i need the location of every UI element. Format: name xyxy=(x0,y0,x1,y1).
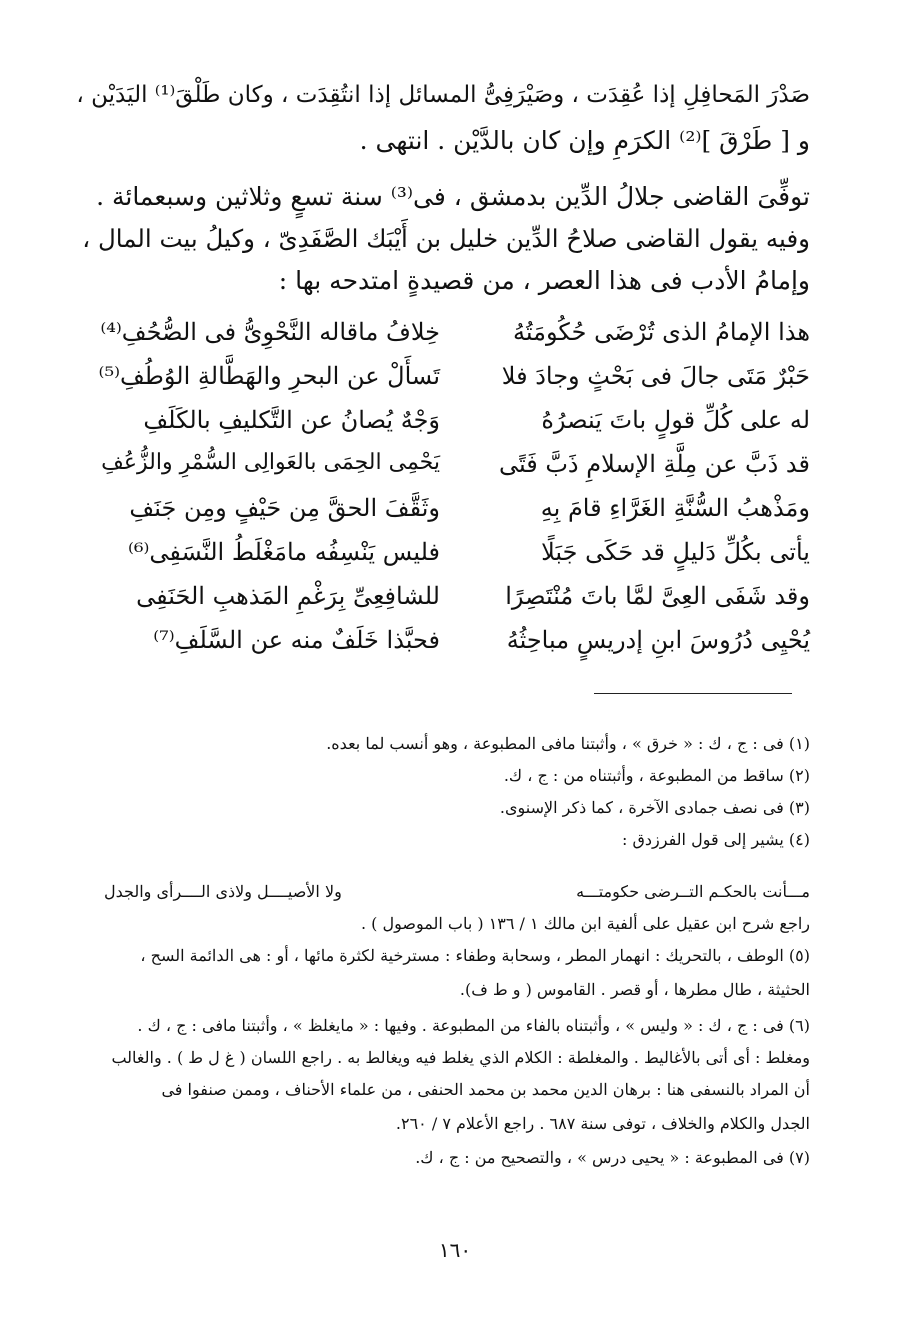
prose-line: صَدْرَ المَحافِلِ إذا عُقِدَت ، وصَيْرَفِىُّ المسائل إذا انتُقِدَت ، وكان طَلْقَ⁽¹⁾ اليَدَيْن ، xyxy=(76,82,810,108)
verse-second-hemistich: وَجْهٌ يُصانُ عن التَّكليفِ بالكَلَفِ xyxy=(143,406,440,434)
verse-second-hemistich: للشافِعِىِّ بِرَغْمِ المَذهبِ الحَنَفِى xyxy=(136,582,440,610)
footnote: الجدل والكلام والخلاف ، توفى سنة ٦٨٧ . راجع الأعلام ٧ / ٢٦٠. xyxy=(395,1114,810,1133)
verse-second-hemistich: فليس يَنْسِفُه مامَغْلَطُ النَّسَفِى⁽⁶⁾ xyxy=(127,538,440,566)
verse-second-hemistich: فحبَّذا خَلَفٌ منه عن السَّلَفِ⁽⁷⁾ xyxy=(153,626,440,654)
intro-paragraph xyxy=(70,72,810,164)
verse-first-hemistich: يأتى بكُلِّ دَليلٍ قد حَكَى جَبَلًا xyxy=(541,538,810,566)
verse-first-hemistich: يُحْيِى دُرُوسَ ابنِ إدريسٍ مباحِثُهُ xyxy=(506,626,810,654)
footnote: (٣) فى نصف جمادى الآخرة ، كما ذكر الإسنوى. xyxy=(499,798,810,817)
verse-first-hemistich: حَبْرٌ مَتَى جالَ فى بَحْثٍ وجادَ فلا xyxy=(501,362,810,390)
verse-second-hemistich: يَحْمِى الحِمَى بالعَوالِى السُّمْرِ والزُّعُفِ xyxy=(101,450,440,475)
prose-line: و [ طَرْقَ ]⁽²⁾ الكرَمِ وإن كان بالدَّيْن . انتهى . xyxy=(359,126,810,155)
verse-first-hemistich: له على كُلِّ قولٍ باتَ يَنصرُهُ xyxy=(541,406,810,434)
verse-first-hemistich: هذا الإمامُ الذى تُرْضَى حُكُومَتُهُ xyxy=(513,318,810,346)
poem-verse xyxy=(96,362,810,406)
poem-verse xyxy=(96,318,810,362)
quoted-verse xyxy=(104,882,810,908)
poem-verse xyxy=(96,406,810,450)
poem-verse xyxy=(96,582,810,626)
prose-line: وفيه يقول القاضى صلاحُ الدِّين خليل بن أَيْبَك الصَّفَدِىّ ، وكيلُ بيت المال ، xyxy=(82,224,810,253)
poem-verse xyxy=(96,626,810,670)
quoted-verse-second-hemistich: ولا الأصيــــل ولاذى الــــرأى والجدل xyxy=(104,882,342,901)
footnote: (١) فى : ج ، ك : « خرق » ، وأثبتنا مافى المطبوعة ، وهو أنسب لما بعده. xyxy=(326,734,810,753)
verse-second-hemistich: وثَقَّفَ الحقَّ مِن حَيْفٍ ومِن جَنَفِ xyxy=(129,494,440,522)
footnote: (٤) يشير إلى قول الفرزدق : xyxy=(622,830,810,849)
death-paragraph xyxy=(70,176,810,302)
footnote-divider xyxy=(594,693,792,694)
footnote: ومغلط : أى أتى بالأغاليط . والمغلطة : الكلام الذي يغلط فيه ويغالط به . راجع اللسان ( غ ل ط ) . والغالب xyxy=(111,1048,810,1067)
verse-first-hemistich: وقد شَفَى العِىَّ لمَّا باتَ مُنْتَصِرًا xyxy=(505,582,810,610)
poem-verse xyxy=(96,450,810,494)
footnote: (٧) فى المطبوعة : « يحيى درس » ، والتصحيح من : ج ، ك. xyxy=(415,1148,810,1167)
footnote: راجع شرح ابن عقيل على ألفية ابن مالك ١ / ١٣٦ ( باب الموصول ) . xyxy=(360,914,810,933)
verse-second-hemistich: خِلافُ ماقاله النَّحْوِىُّ فى الصُّحُفِ⁽⁴⁾ xyxy=(100,318,440,346)
prose-line: توفِّىَ القاضى جلالُ الدِّين بدمشق ، فى⁽³⁾ سنة تسعٍ وثلاثين وسبعمائة . xyxy=(96,182,810,211)
footnote: (٢) ساقط من المطبوعة ، وأثبتناه من : ج ، ك. xyxy=(503,766,810,785)
poem xyxy=(96,318,810,670)
page-number: ١٦٠ xyxy=(438,1238,472,1262)
footnote: أن المراد بالنسفى هنا : برهان الدين محمد بن محمد الحنفى ، من علماء الأحناف ، وممن صنفوا فى xyxy=(161,1080,810,1099)
verse-second-hemistich: تَسأَلْ عن البحرِ والهَطَّالةِ الوُطُفِ⁽⁵⁾ xyxy=(98,362,440,390)
poem-verse xyxy=(96,538,810,582)
prose-line: وإمامُ الأدب فى هذا العصر ، من قصيدةٍ امتدحه بها : xyxy=(278,266,810,295)
verse-first-hemistich: ومَذْهبُ السُّنَّةِ الغَرَّاءِ قامَ بِهِ xyxy=(540,494,810,522)
quoted-verse-first-hemistich: مـــأنت بالحكـم التــرضى حكومتـــه xyxy=(576,882,810,901)
poem-verse xyxy=(96,494,810,538)
verse-first-hemistich: قد ذَبَّ عن مِلَّةِ الإسلامِ ذَبَّ فَتًى xyxy=(498,450,810,478)
footnote: (٥) الوطف ، بالتحريك : انهمار المطر ، وسحابة وطفاء : مسترخية لكثرة مائها ، أو : هى الدائمة السح ، xyxy=(140,946,810,965)
footnote: الحثيثة ، طال مطرها ، أو قصر . القاموس ( و ط ف). xyxy=(459,980,810,999)
footnote: (٦) فى : ج ، ك : « وليس » ، وأثبتناه بالفاء من المطبوعة . وفيها : « مايغلظ » ، وأثبتنا مافى : ج ، ك . xyxy=(137,1016,810,1035)
